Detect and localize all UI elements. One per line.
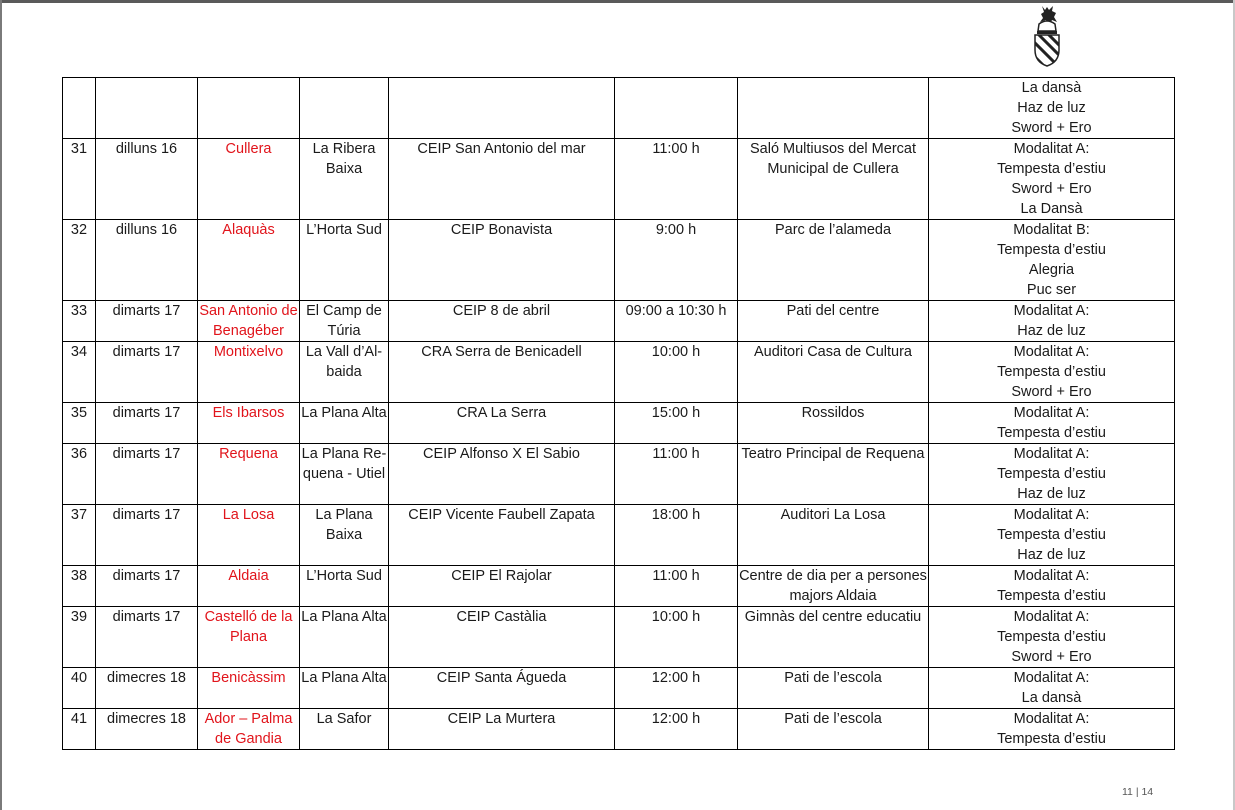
cell-number: 40 (63, 668, 96, 709)
modality-line: Tempesta d’estiu (997, 527, 1106, 543)
cell-region: La Plana Alta (300, 403, 389, 444)
cell-time: 10:00 h (615, 607, 738, 668)
cell-number: 39 (63, 607, 96, 668)
cell-municipality: Castelló de la Plana (198, 607, 300, 668)
cell-municipality: Ador – Palma de Gandia (198, 709, 300, 750)
cell-number: 35 (63, 403, 96, 444)
cell-venue: Parc de l’alameda (738, 220, 929, 301)
cell-number: 33 (63, 301, 96, 342)
cell-day: dimarts 17 (96, 444, 198, 505)
cell-modality (929, 301, 1175, 342)
cell-venue (738, 78, 929, 139)
table-row (63, 607, 1175, 668)
cell-municipality (198, 78, 300, 139)
cell-region (300, 78, 389, 139)
cell-venue: Pati de l’escola (738, 668, 929, 709)
cell-venue: Gimnàs del centre educatiu (738, 607, 929, 668)
cell-modality (929, 220, 1175, 301)
cell-time: 18:00 h (615, 505, 738, 566)
cell-number (63, 78, 96, 139)
modality-line: Modalitat A: (1013, 711, 1090, 727)
cell-modality (929, 78, 1175, 139)
cell-venue: Pati de l’escola (738, 709, 929, 750)
cell-region: L’Horta Sud (300, 220, 389, 301)
page-top-border (0, 0, 1235, 3)
modality-line: Modalitat A: (1013, 405, 1090, 421)
modality-line: Modalitat A: (1013, 609, 1090, 625)
generalitat-coat-of-arms-icon (1030, 4, 1064, 68)
cell-number: 37 (63, 505, 96, 566)
cell-school (389, 78, 615, 139)
modality-line: Modalitat A: (1013, 670, 1090, 686)
cell-number: 34 (63, 342, 96, 403)
cell-region: La Vall d’Al-baida (300, 342, 389, 403)
cell-modality (929, 505, 1175, 566)
cell-day: dimarts 17 (96, 301, 198, 342)
cell-municipality: Benicàssim (198, 668, 300, 709)
cell-school: CRA Serra de Benicadell (389, 342, 615, 403)
modality-line: Haz de luz (1017, 323, 1086, 339)
cell-school: CEIP Bonavista (389, 220, 615, 301)
cell-school: CEIP El Rajolar (389, 566, 615, 607)
modality-line: La dansà (1021, 690, 1082, 706)
table-row (63, 566, 1175, 607)
cell-municipality: Alaquàs (198, 220, 300, 301)
cell-municipality: Aldaia (198, 566, 300, 607)
cell-municipality: Montixelvo (198, 342, 300, 403)
cell-municipality: La Losa (198, 505, 300, 566)
page-number: 11 | 14 (1122, 786, 1154, 798)
cell-day: dimarts 17 (96, 566, 198, 607)
table-row (63, 342, 1175, 403)
cell-day: dimecres 18 (96, 709, 198, 750)
cell-school: CEIP Castàlia (389, 607, 615, 668)
modality-line: Modalitat B: (1013, 222, 1090, 238)
cell-day: dimarts 17 (96, 505, 198, 566)
cell-region: La Ribera Baixa (300, 139, 389, 220)
cell-venue: Rossildos (738, 403, 929, 444)
modality-line: Haz de luz (1017, 486, 1086, 502)
modality-line: Haz de luz (1017, 100, 1086, 116)
cell-time: 12:00 h (615, 668, 738, 709)
modality-line: Modalitat A: (1013, 507, 1090, 523)
cell-modality (929, 566, 1175, 607)
modality-line: Puc ser (1026, 282, 1077, 298)
modality-line: Tempesta d’estiu (997, 242, 1106, 258)
events-table-body (63, 78, 1175, 750)
cell-school: CEIP Alfonso X El Sabio (389, 444, 615, 505)
table-row (63, 403, 1175, 444)
table-row (63, 505, 1175, 566)
cell-number: 31 (63, 139, 96, 220)
cell-day: dimarts 17 (96, 403, 198, 444)
cell-number: 36 (63, 444, 96, 505)
cell-venue: Pati del centre (738, 301, 929, 342)
table-row (63, 668, 1175, 709)
cell-day: dilluns 16 (96, 220, 198, 301)
cell-school: CRA La Serra (389, 403, 615, 444)
cell-modality (929, 444, 1175, 505)
modality-line: Tempesta d’estiu (997, 629, 1106, 645)
modality-line: Sword + Ero (1011, 181, 1092, 197)
page-left-border (0, 0, 2, 810)
cell-school: CEIP 8 de abril (389, 301, 615, 342)
modality-line: Tempesta d’estiu (997, 364, 1106, 380)
cell-school: CEIP San Antonio del mar (389, 139, 615, 220)
cell-time: 11:00 h (615, 139, 738, 220)
modality-line: La Dansà (1020, 201, 1083, 217)
modality-line: Tempesta d’estiu (997, 731, 1106, 747)
cell-region: L’Horta Sud (300, 566, 389, 607)
cell-school: CEIP La Murtera (389, 709, 615, 750)
cell-time: 15:00 h (615, 403, 738, 444)
modality-line: Modalitat A: (1013, 344, 1090, 360)
cell-time (615, 78, 738, 139)
cell-day (96, 78, 198, 139)
modality-line: Haz de luz (1017, 547, 1086, 563)
cell-region: La Plana Re-quena - Utiel (300, 444, 389, 505)
modality-line: Modalitat A: (1013, 141, 1090, 157)
modality-line: Sword + Ero (1011, 120, 1092, 136)
cell-municipality: Els Ibarsos (198, 403, 300, 444)
modality-line: La dansà (1021, 80, 1082, 96)
table-row (63, 139, 1175, 220)
modality-line: Sword + Ero (1011, 649, 1092, 665)
modality-line: Alegria (1028, 262, 1075, 278)
cell-venue: Saló Multiusos del Mercat Municipal de Cullera (738, 139, 929, 220)
modality-line: Modalitat A: (1013, 568, 1090, 584)
cell-time: 12:00 h (615, 709, 738, 750)
modality-line: Tempesta d’estiu (997, 466, 1106, 482)
cell-venue: Auditori Casa de Cultura (738, 342, 929, 403)
cell-school: CEIP Vicente Faubell Zapata (389, 505, 615, 566)
cell-venue: Centre de dia per a persones majors Aldaia (738, 566, 929, 607)
cell-modality (929, 342, 1175, 403)
table-row (63, 444, 1175, 505)
cell-region: La Plana Baixa (300, 505, 389, 566)
table-row-continuation (63, 78, 1175, 139)
cell-number: 41 (63, 709, 96, 750)
cell-municipality: San Antonio de Benagéber (198, 301, 300, 342)
modality-line: Modalitat A: (1013, 446, 1090, 462)
modality-line: Tempesta d’estiu (997, 425, 1106, 441)
cell-modality (929, 607, 1175, 668)
cell-venue: Auditori La Losa (738, 505, 929, 566)
modality-line: Modalitat A: (1013, 303, 1090, 319)
cell-day: dimecres 18 (96, 668, 198, 709)
cell-time: 10:00 h (615, 342, 738, 403)
cell-modality (929, 403, 1175, 444)
cell-day: dimarts 17 (96, 607, 198, 668)
cell-number: 38 (63, 566, 96, 607)
table-row (63, 709, 1175, 750)
cell-municipality: Cullera (198, 139, 300, 220)
cell-region: La Plana Alta (300, 668, 389, 709)
cell-time: 09:00 a 10:30 h (615, 301, 738, 342)
cell-modality (929, 139, 1175, 220)
modality-line: Tempesta d’estiu (997, 161, 1106, 177)
cell-day: dimarts 17 (96, 342, 198, 403)
table-row (63, 220, 1175, 301)
modality-line: Tempesta d’estiu (997, 588, 1106, 604)
cell-number: 32 (63, 220, 96, 301)
cell-time: 11:00 h (615, 566, 738, 607)
cell-modality (929, 668, 1175, 709)
events-table (62, 77, 1175, 750)
cell-time: 9:00 h (615, 220, 738, 301)
cell-region: La Safor (300, 709, 389, 750)
cell-municipality: Requena (198, 444, 300, 505)
cell-region: La Plana Alta (300, 607, 389, 668)
cell-region: El Camp de Túria (300, 301, 389, 342)
cell-school: CEIP Santa Águeda (389, 668, 615, 709)
cell-venue: Teatro Principal de Requena (738, 444, 929, 505)
modality-line: Sword + Ero (1011, 384, 1092, 400)
cell-day: dilluns 16 (96, 139, 198, 220)
cell-modality (929, 709, 1175, 750)
cell-time: 11:00 h (615, 444, 738, 505)
table-row (63, 301, 1175, 342)
